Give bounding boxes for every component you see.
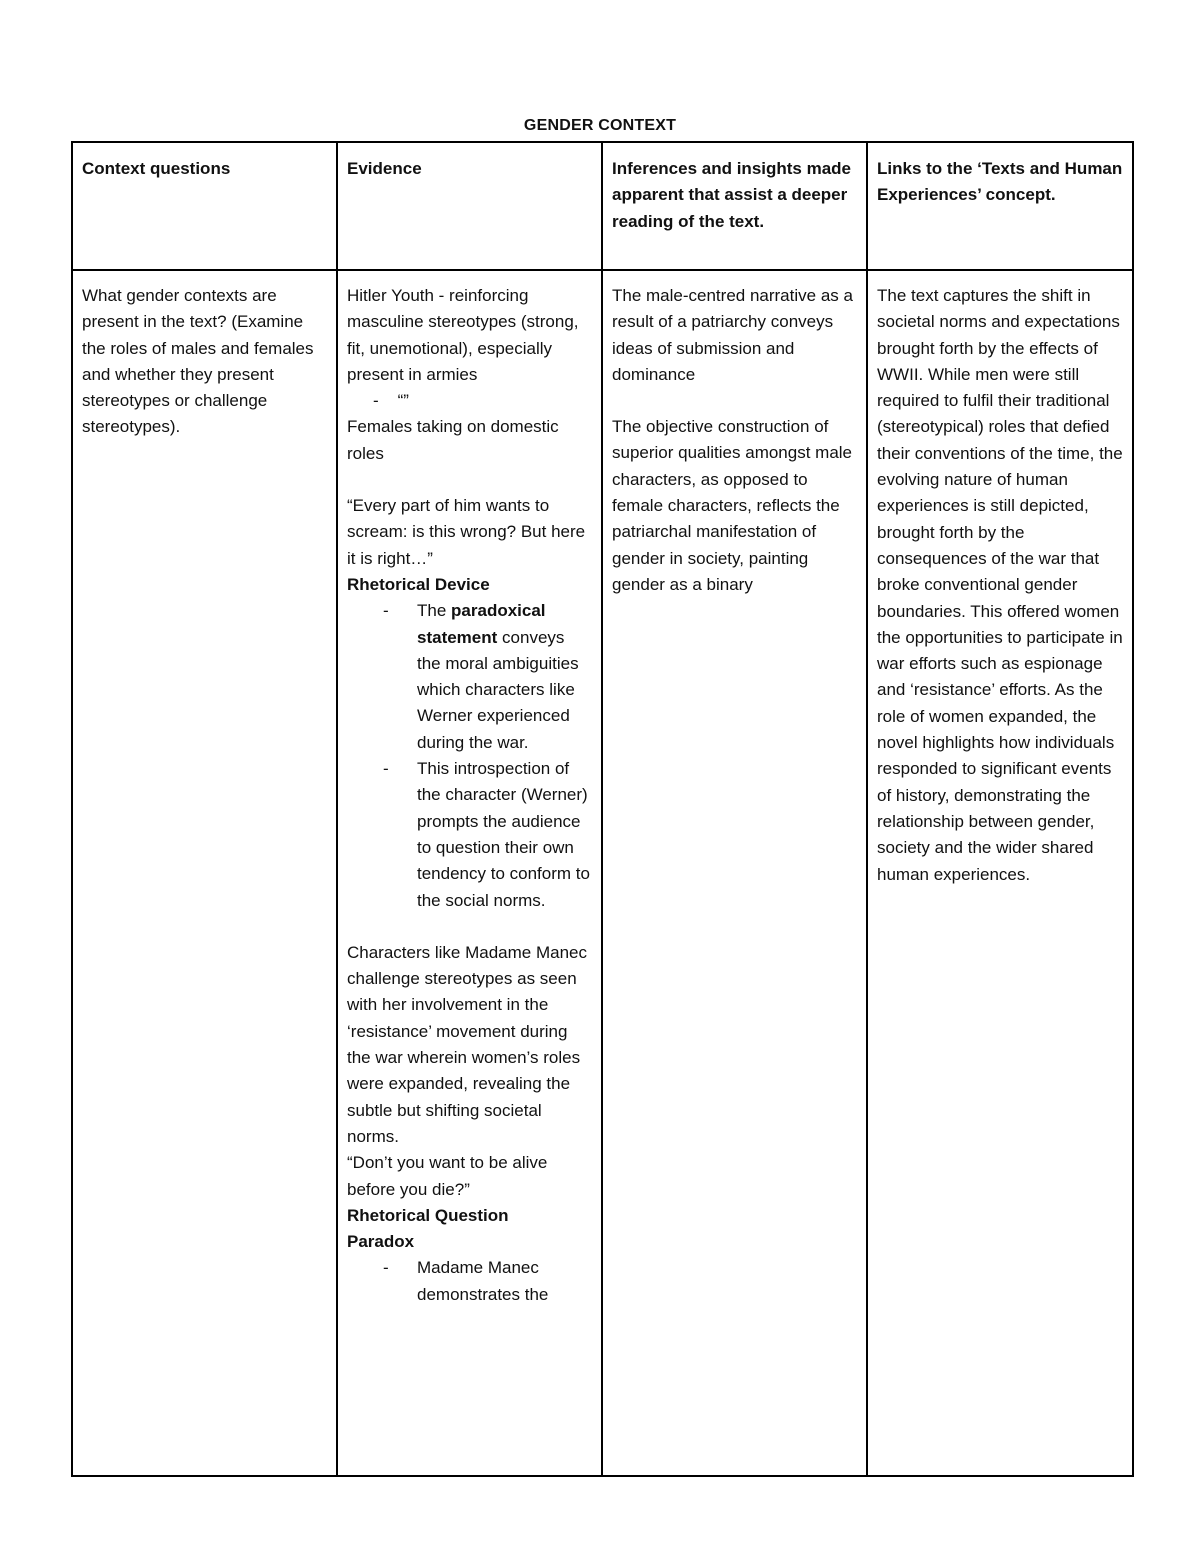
evidence-bullet-manec: - Madame Manec demonstrates the: [383, 1258, 549, 1304]
content-row: [72, 270, 1133, 1476]
inference-male-centred: The male-centred narrative as a result of a patriarchy conveys ideas of submission and dominance: [612, 286, 853, 384]
evidence-device-label: Rhetorical Device: [347, 574, 490, 594]
inference-objective-construction: The objective construction of superior qualities amongst male characters, as opposed to female characters, reflects the patriarchal manifestation of gender in society, painting gender as a binary: [612, 417, 853, 594]
evidence-quote-placeholder: - “”: [373, 391, 409, 411]
evidence-bullet-introspection: - This introspection of the character (Werner) prompts the audience to question their own tendency to conform to the social norms.: [383, 759, 590, 910]
context-questions-cell: [72, 270, 337, 1476]
document-title: GENDER CONTEXT: [523, 117, 677, 134]
evidence-paradox-label: Paradox: [347, 1232, 415, 1252]
evidence-hitler-youth: Hitler Youth - reinforcing masculine stereotypes (strong, fit, unemotional), especially present in armies: [347, 286, 579, 384]
header-links: Links to the ‘Texts and Human Experiences’ concept.: [867, 142, 1133, 270]
context-question-text: What gender contexts are present in the text? (Examine the roles of males and females and whether they present stereotypes or challenge stereotypes).: [82, 286, 314, 437]
links-cell: [867, 270, 1133, 1476]
inferences-cell: [602, 270, 867, 1476]
gender-context-table: [71, 141, 1134, 1477]
links-text: The text captures the shift in societal norms and expectations brought forth by the effects of WWII. While men were still required to fulfil their traditional (stereotypical) roles that defied their conventions of the time, the evolving nature of human experiences is still depicted, brought forth by the consequences of the war that broke conventional gender boundaries. This offered women the opportunities to participate in war efforts such as espionage and ‘resistance’ efforts. As the role of women expanded, the novel highlights how individuals responded to significant events of history, demonstrating the relationship between gender, society and the wider shared human experiences.: [877, 286, 1123, 884]
evidence-madame-manec: Characters like Madame Manec challenge stereotypes as seen with her involvement in the ‘resistance’ movement during the war wherein women’s roles were expanded, revealing the subtle but shifting societal norms.: [347, 942, 587, 1146]
header-context-questions: Context questions: [72, 142, 337, 270]
evidence-rhetorical-question-label: Rhetorical Question: [347, 1205, 509, 1225]
evidence-bullet-paradox: - The paradoxical statement conveys the moral ambiguities which characters like Werner experienced during the war.: [383, 601, 579, 752]
header-evidence: Evidence: [337, 142, 602, 270]
evidence-quote-alive: “Don’t you want to be alive before you die?”: [347, 1153, 548, 1199]
evidence-domestic-roles: Females taking on domestic roles: [347, 417, 559, 463]
evidence-cell: [337, 270, 602, 1476]
header-inferences: Inferences and insights made apparent that assist a deeper reading of the text.: [602, 142, 867, 270]
header-row: [72, 142, 1133, 270]
evidence-quote-werner: “Every part of him wants to scream: is this wrong? But here it is right…”: [347, 496, 586, 568]
